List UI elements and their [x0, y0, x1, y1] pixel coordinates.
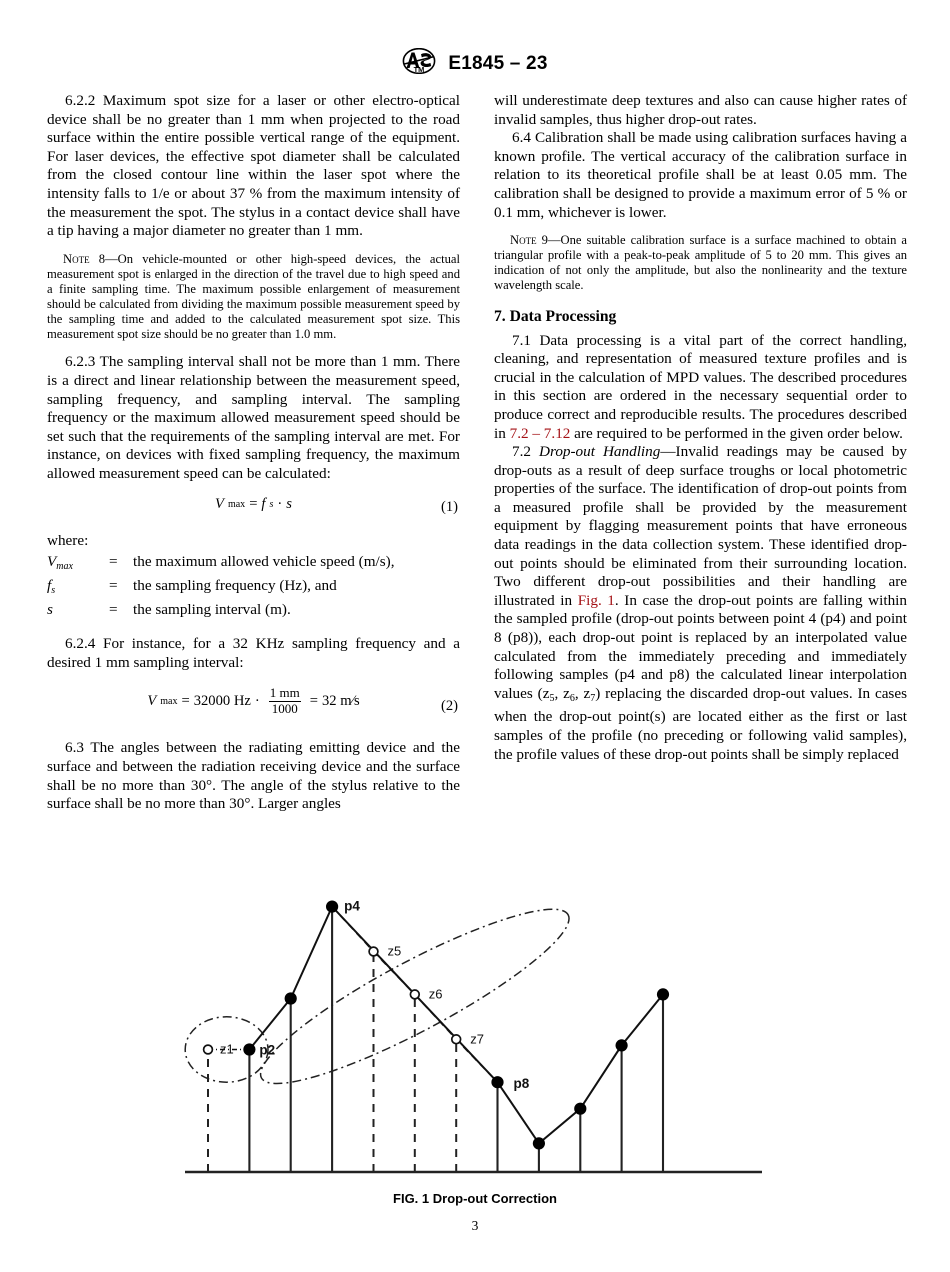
figure-1-caption: FIG. 1 Drop-out Correction: [393, 1191, 557, 1206]
definition-equals: =: [109, 600, 118, 618]
definition-symbol: [47, 577, 109, 601]
figure-1: [0, 862, 950, 1206]
equation-1: [47, 496, 460, 520]
paragraph-7-2-part-a: —Invalid readings may be caused by drop-outs as a result of deep surface troughs or local photometric properties of the surface. The identification of drop-out points from a measured profile shall be provided by the measurement equipment by flagging measurement points that have erroneous data readings in the data collection system. These identified drop-out points should be eliminated from their surrounding location. Two different drop-out possibilities and their handling are illustrated in: [494, 443, 908, 609]
dropout-point-marker: [452, 1035, 461, 1044]
paragraph-7-2-part-c: , z: [554, 684, 570, 702]
equation-2-equals: =: [181, 693, 190, 710]
definition-symbol-text: V: [47, 553, 57, 571]
measured-point-marker: [575, 1103, 586, 1114]
paragraph-7-1-part-b: are required to be performed in the given order below.: [570, 424, 903, 442]
paragraph-7-1: [494, 332, 907, 444]
paragraph-6-4: 6.4 Calibration shall be made using calibration surfaces having a known profile. The vertical accuracy of the calibration surface in relation to its theoretical profile shall be at least 0.05 mm. The calibration shall be designed to provide a maximum error of 5 % or 0.1 mm, whichever is lower.: [494, 129, 907, 221]
paragraph-6-3: 6.3 The angles between the radiating emitting device and the surface and between the radiation receiving device and the surface shall be no more than 30°. The angle of the stylus relative to the surface shall be no more than 30°. Larger angles: [47, 739, 460, 813]
definition-row: [47, 577, 460, 601]
figure-1-drawing: [0, 862, 950, 1182]
right-column: [494, 92, 907, 814]
equation-2-fraction-denominator: 1000: [269, 701, 301, 717]
symbol-definition-list: [47, 553, 460, 624]
cross-reference-link-fig-1[interactable]: Fig. 1: [577, 591, 615, 609]
definition-symbol-text: s: [47, 600, 53, 618]
paragraph-6-2-3: 6.2.3 The sampling interval shall not be more than 1 mm. There is a direct and linear relationship between the measurement speed, sampling frequency, and sampling interval. The sampling frequency or the maximum allowed measurement speed should be set such that the requirements of the sampling interval are met. For instance, on devices with fixed sampling frequency, the maximum allowed measurement speed can be calculated:: [47, 353, 460, 482]
figure-label-z7: z7: [470, 1031, 484, 1047]
paragraph-7-2-title: Drop-out Handling: [539, 443, 661, 461]
definition-row: [47, 601, 460, 625]
note-8-label: Note: [63, 251, 90, 266]
measured-point-marker: [492, 1077, 503, 1088]
measured-point-marker: [533, 1138, 544, 1149]
equation-2-number: (2): [440, 698, 458, 715]
definition-symbol-sub: s: [51, 585, 56, 597]
dropout-point-marker: [204, 1045, 213, 1054]
page-header: [0, 48, 950, 79]
measured-point-marker: [657, 989, 668, 1000]
paragraph-7-2: [494, 443, 907, 764]
equation-2-v: V: [147, 693, 157, 710]
paragraph-7-2-part-d: , z: [574, 684, 591, 702]
equation-1-f: f: [261, 496, 266, 513]
figure-label-z1: z1: [220, 1041, 234, 1057]
cross-reference-link-7-2-7-12[interactable]: 7.2 – 7.12: [509, 424, 571, 442]
equation-2-equals-2: =: [309, 693, 318, 710]
figure-stems: [208, 907, 663, 1172]
definition-symbol: [47, 601, 109, 625]
definition-symbol: [47, 553, 109, 577]
measured-point-marker: [327, 901, 338, 912]
paragraph-7-2-part-b: . In case the drop-out points are falling within the sampled profile (drop-out points between point 4 (p4) and point 8 (p8)), each drop-out point is replaced by an interpolated value calculated from the immediately preceding and immediately following samples (p4 and p8) the calculated linear interpolation values (z: [494, 591, 907, 702]
figure-label-p2: p2: [259, 1042, 276, 1058]
note-9-label: Note: [510, 233, 537, 248]
equation-2-dot: ·: [254, 693, 260, 710]
equation-2: [47, 686, 460, 726]
figure-label-p4: p4: [344, 898, 360, 914]
where-label: where:: [47, 532, 89, 550]
definition-equals: =: [109, 553, 118, 571]
figure-label-z5: z5: [387, 943, 402, 959]
measured-point-marker: [244, 1044, 255, 1055]
equation-1-equals: =: [249, 496, 258, 513]
two-column-body: [47, 92, 907, 814]
standard-designation: E1845 – 23: [448, 52, 548, 74]
note-8-text: 8—On vehicle-mounted or other high-speed devices, the actual measurement spot is enlarged in the direction of the travel due to high speed and a finite sampling time. The maximum possible enlargement of measurement should be calculated from dividing the maximum possible measurement speed by the sampling time and added to the calculated measurement spot size. This measurement spot size should be no greater than 1.0 mm.: [47, 251, 460, 342]
equation-1-v: V: [215, 496, 224, 513]
paragraph-7-2-sub-5: 5: [549, 692, 555, 704]
definition-text: the sampling interval (m).: [133, 600, 291, 618]
dropout-point-marker: [410, 990, 419, 999]
equation-1-s: s: [286, 496, 292, 513]
astm-logo: [402, 48, 436, 79]
figure-label-z6: z6: [428, 986, 443, 1002]
definition-symbol-sub: max: [56, 561, 73, 573]
page-number: 3: [471, 1218, 479, 1233]
equation-2-value: 32000 Hz: [193, 693, 251, 710]
left-column: [47, 92, 460, 814]
equation-2-result: 32 m⁄s: [321, 693, 360, 710]
paragraph-7-2-number: 7.2: [512, 443, 539, 461]
paragraph-7-2-sub-7: 7: [590, 692, 596, 704]
equation-1-f-sub: s: [269, 499, 274, 511]
definition-equals: =: [109, 577, 118, 595]
definition-text: the sampling frequency (Hz), and: [133, 577, 337, 595]
equation-2-fraction-numerator: 1 mm: [269, 685, 300, 701]
paragraph-6-2-2: 6.2.2 Maximum spot size for a laser or other electro-optical device shall be no greater than 1 mm when projected to the road surface within the entire possible vertical range of the equipment. For laser devices, the effective spot diameter shall be calculated from the closed contour line within the laser spot where the intensity falls to 1/e or about 37 % from the maximum intensity of the measurement the spot. The stylus in a contact device shall have a tip having a major diameter no greater than 1 mm.: [47, 92, 460, 240]
measured-point-marker: [285, 993, 296, 1004]
dropout-point-marker: [369, 947, 378, 956]
paragraph-7-2-part-e: ) replacing the discarded drop-out values. In cases when the drop-out point(s) are located either as the first or last samples of the profile (no preceding or following valid samples), the profile values of these drop-out points shall be simply replaced: [494, 684, 907, 763]
equation-1-number: (1): [440, 499, 458, 516]
paragraph-7-1-part-a: 7.1 Data processing is a vital part of the correct handling, cleaning, and representation of measured texture profiles and is crucial in the calculation of MPD values. The described procedures in this section are ordered in the necessary sequential order to produce correct and reproducible results. The procedures described in: [494, 331, 907, 442]
figure-dropout-ellipses: [185, 884, 584, 1108]
note-8: [47, 252, 460, 343]
section-7-heading: 7. Data Processing: [494, 307, 617, 325]
paragraph-6-3-continued: will underestimate deep textures and also can cause higher rates of invalid samples, thus higher drop-out rates.: [494, 92, 907, 128]
paragraph-6-2-4: 6.2.4 For instance, for a 32 KHz sampling frequency and a desired 1 mm sampling interval:: [47, 635, 460, 671]
svg-text:TM: TM: [414, 65, 425, 74]
note-9-text: 9—One suitable calibration surface is a surface machined to obtain a triangular profile with a peak-to-peak amplitude of 5 to 20 mm. This gives an indication of not only the amplitude, but also the nonlinearity and the texture wavelength scale.: [494, 233, 907, 293]
equation-1-v-sub: max: [227, 499, 246, 511]
measured-point-marker: [616, 1040, 627, 1051]
paragraph-7-2-sub-6: 6: [569, 692, 575, 704]
definition-text: the maximum allowed vehicle speed (m/s),: [133, 553, 395, 571]
equation-2-v-sub: max: [160, 696, 178, 708]
definition-symbol-text: f: [47, 577, 52, 595]
equation-1-dot: ·: [277, 496, 283, 513]
equation-2-fraction: [267, 686, 303, 717]
note-9: [494, 233, 907, 293]
definition-row: [47, 553, 460, 577]
figure-label-p8: p8: [513, 1076, 530, 1092]
